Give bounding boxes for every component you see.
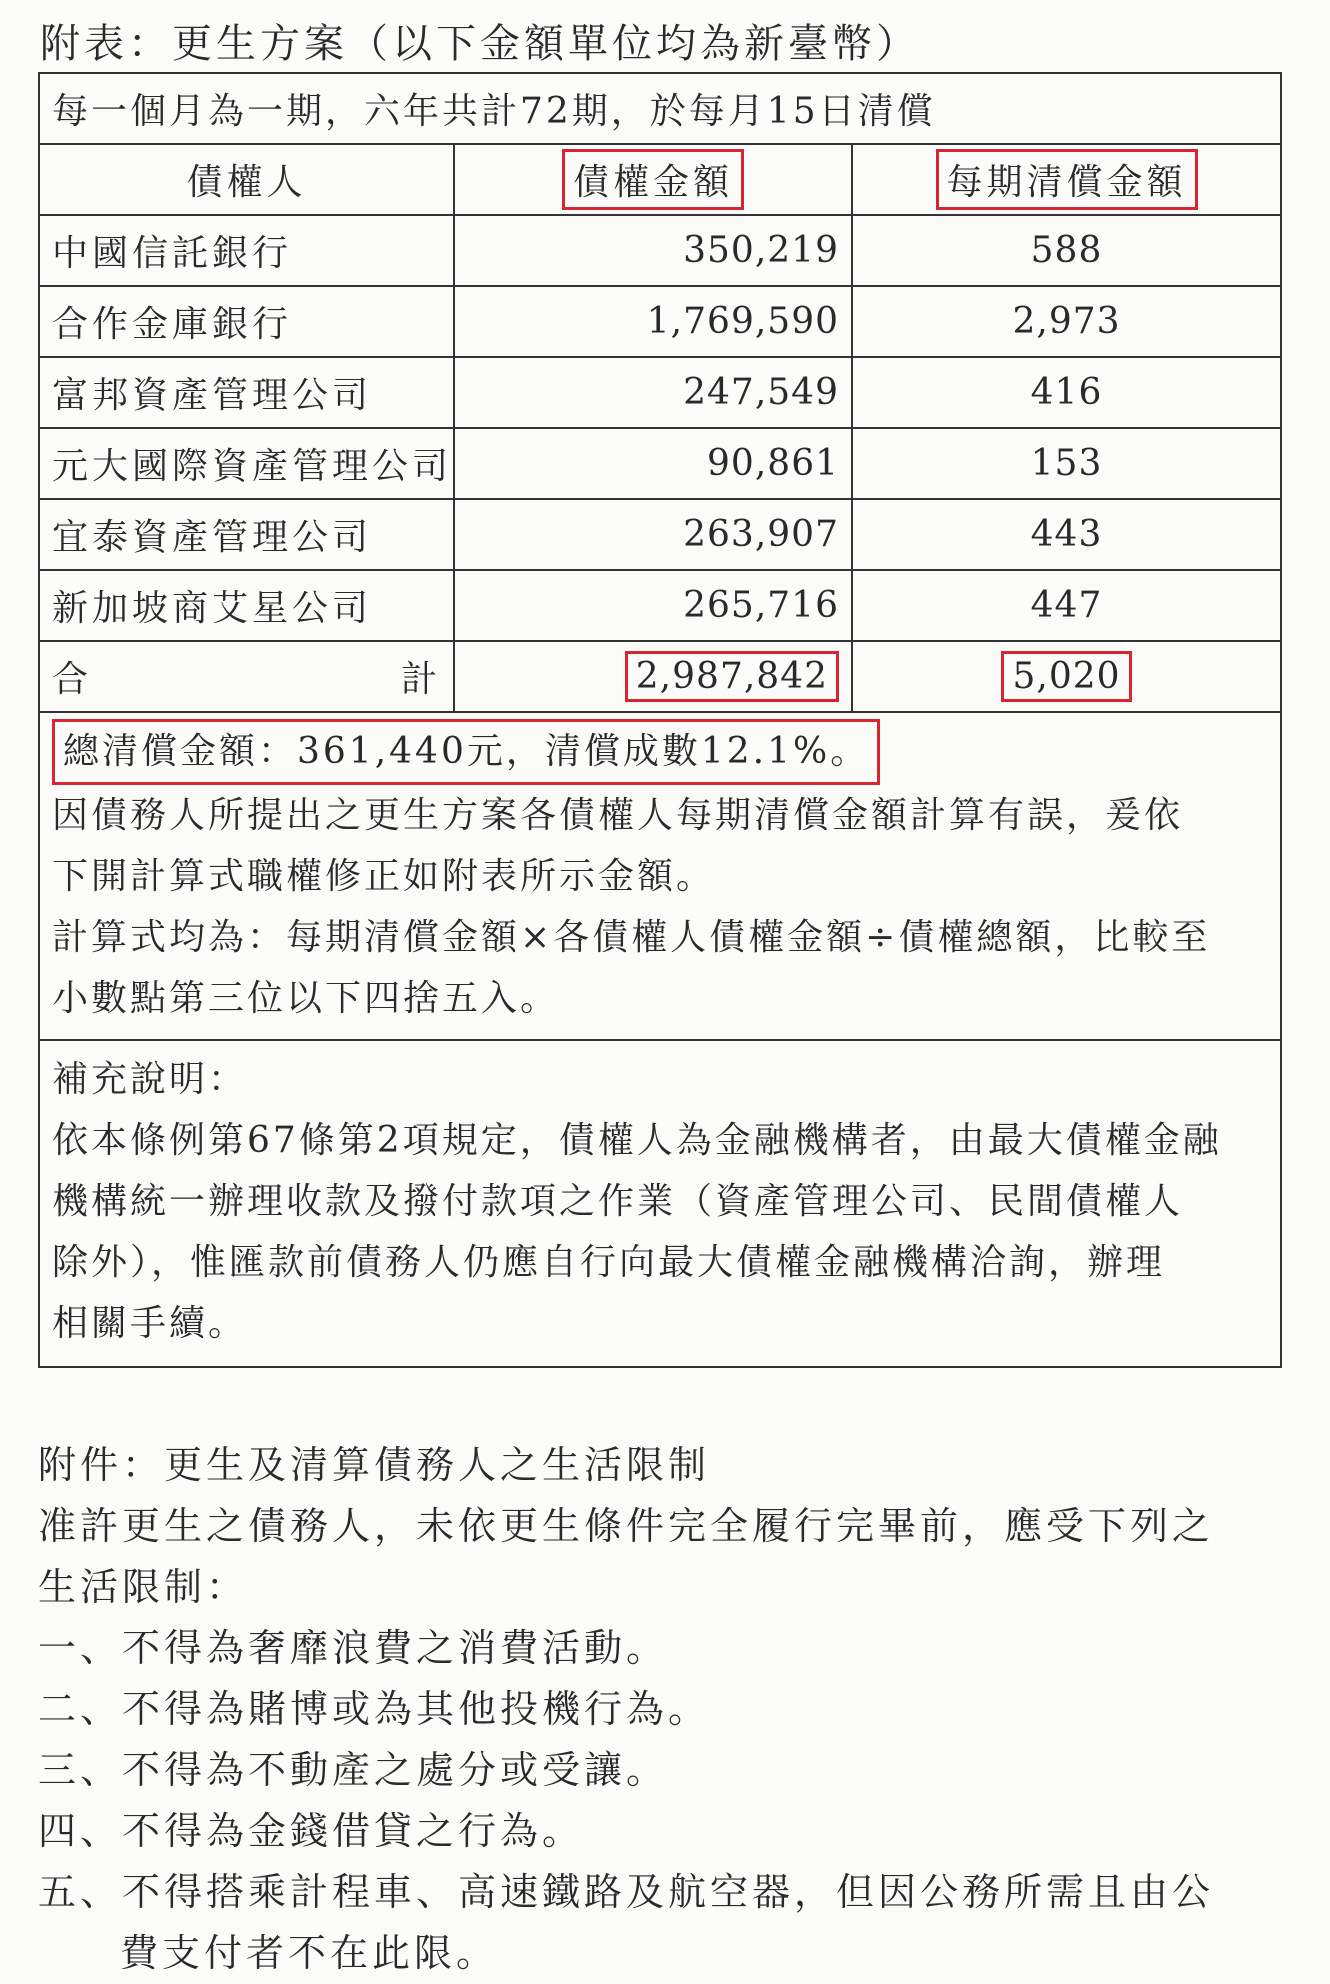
restriction-item: 五、不得搭乘計程車、高速鐵路及航空器，但因公務所需且由公 (38, 1870, 1215, 1914)
creditor-name: 合作金庫銀行 (39, 286, 454, 357)
claim-amount: 263,907 (454, 499, 852, 570)
claim-amount: 247,549 (454, 357, 852, 428)
header-row (39, 144, 1281, 215)
table-row (39, 286, 1281, 357)
claim-amount: 90,861 (454, 428, 852, 499)
total-label-cell (39, 641, 454, 712)
correction-line: 計算式均為：每期清償金額×各債權人債權金額÷債權總額，比較至 (52, 917, 1211, 958)
repayment-plan-table (38, 72, 1282, 1368)
installment-amount: 443 (852, 499, 1281, 570)
restriction-item-continuation: 費支付者不在此限。 (120, 1931, 499, 1975)
table-row (39, 499, 1281, 570)
period-note: 每一個月為一期，六年共計72期，於每月15日清償 (39, 73, 1281, 144)
supplement-row (39, 1040, 1281, 1367)
creditor-name: 新加坡商艾星公司 (39, 570, 454, 641)
notes-row (39, 712, 1281, 1040)
header-installment-highlight: 每期清償金額 (936, 149, 1198, 210)
attachment-intro-line: 生活限制： (38, 1565, 249, 1609)
notes-cell (39, 712, 1281, 1040)
creditor-name: 宜泰資產管理公司 (39, 499, 454, 570)
attachment-title: 附件：更生及清算債務人之生活限制 (38, 1443, 711, 1487)
installment-amount: 447 (852, 570, 1281, 641)
supplement-cell (39, 1040, 1281, 1367)
supplement-line: 依本條例第67條第2項規定，債權人為金融機構者，由最大債權金融 (52, 1120, 1222, 1161)
restriction-item: 二、不得為賭博或為其他投機行為。 (38, 1687, 711, 1731)
claim-amount: 265,716 (454, 570, 852, 641)
installment-amount: 2,973 (852, 286, 1281, 357)
total-row (39, 641, 1281, 712)
period-row (39, 73, 1281, 144)
table-row (39, 428, 1281, 499)
attachment-intro-line: 准許更生之債務人，未依更生條件完全履行完畢前，應受下列之 (38, 1504, 1215, 1548)
total-label-right: 計 (400, 659, 441, 700)
installment-amount: 153 (852, 428, 1281, 499)
total-amount-cell (454, 641, 852, 712)
correction-line: 下開計算式職權修正如附表所示金額。 (52, 856, 716, 897)
supplement-line: 相關手續。 (52, 1303, 248, 1344)
header-creditor (39, 144, 454, 215)
restriction-item: 三、不得為不動產之處分或受讓。 (38, 1748, 669, 1792)
claim-amount: 1,769,590 (454, 286, 852, 357)
creditor-name: 元大國際資產管理公司 (39, 428, 454, 499)
claim-amount: 350,219 (454, 215, 852, 286)
installment-amount: 588 (852, 215, 1281, 286)
header-amount-highlight: 債權金額 (562, 149, 744, 210)
table-row (39, 215, 1281, 286)
total-amount-highlight: 2,987,842 (625, 651, 839, 702)
total-installment-highlight: 5,020 (1001, 651, 1131, 702)
correction-line: 因債務人所提出之更生方案各債權人每期清償金額計算有誤，爰依 (52, 795, 1184, 836)
supplement-line: 除外），惟匯款前債務人仍應自行向最大債權金融機構洽詢，辦理 (52, 1242, 1166, 1283)
correction-line: 小數點第三位以下四捨五入。 (52, 978, 560, 1019)
restriction-item: 四、不得為金錢借貸之行為。 (38, 1809, 585, 1853)
restriction-item: 一、不得為奢靡浪費之消費活動。 (38, 1626, 669, 1670)
header-installment (852, 144, 1281, 215)
supplement-title: 補充說明： (52, 1059, 248, 1100)
creditor-name: 富邦資產管理公司 (39, 357, 454, 428)
table-row (39, 357, 1281, 428)
header-creditor-label: 債權人 (186, 162, 307, 203)
appendix-heading: 附表：更生方案（以下金額單位均為新臺幣） (40, 21, 920, 67)
total-installment-cell (852, 641, 1281, 712)
table-row (39, 570, 1281, 641)
summary-highlight: 總清償金額：361,440元，清償成數12.1%。 (52, 719, 880, 785)
supplement-line: 機構統一辦理收款及撥付款項之作業（資產管理公司、民間債權人 (52, 1181, 1184, 1222)
creditor-name: 中國信託銀行 (39, 215, 454, 286)
total-label-left: 合 (52, 659, 93, 700)
header-amount (454, 144, 852, 215)
installment-amount: 416 (852, 357, 1281, 428)
attachment-section (38, 1435, 1298, 1984)
